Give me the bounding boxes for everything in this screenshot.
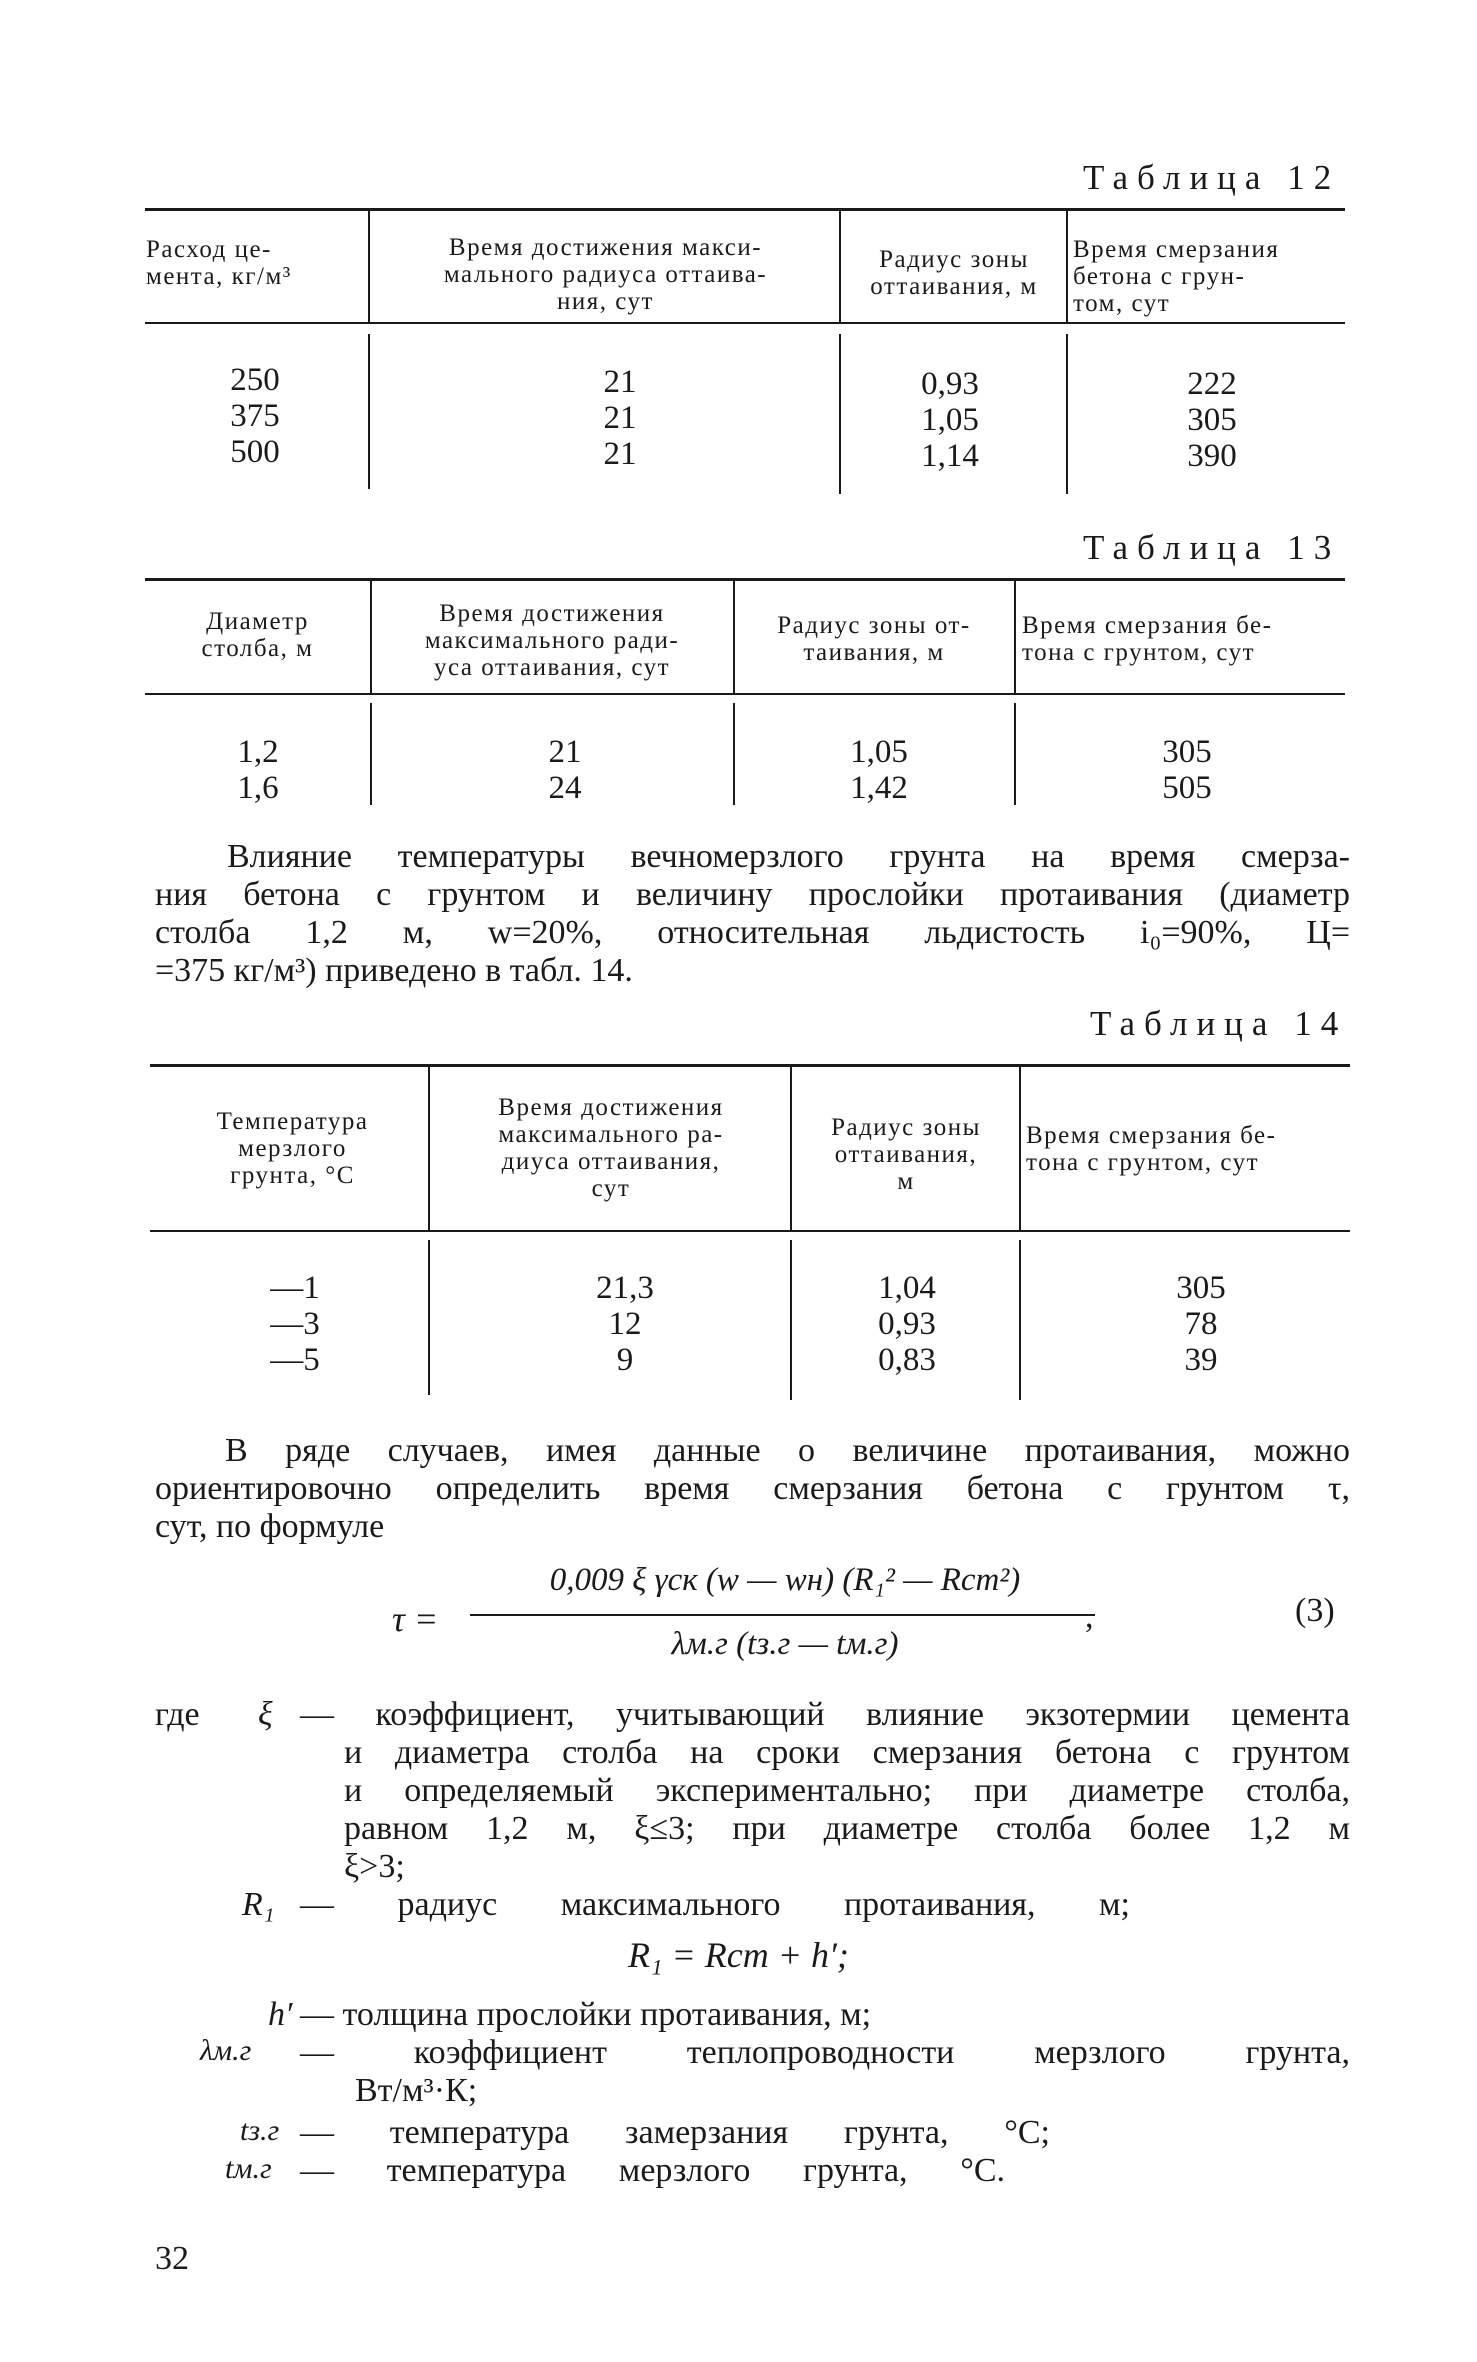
table-cell: 39 (1184, 1342, 1218, 1378)
table-13-col-freeze (1122, 734, 1252, 806)
table-12-header-cement: Расход це- мента, кг/м³ (146, 236, 292, 290)
table-14-header-time: Время достижения максимального ра- диуса оттаивания, сут (498, 1094, 724, 1202)
table-cell: 305 (1187, 402, 1237, 438)
text-line: столба 1,2 м, w=20%, относительная льдистость i₀=90%, Ц= (155, 914, 1350, 951)
table-cell: —5 (270, 1342, 320, 1378)
table-cell: 505 (1162, 770, 1212, 806)
text-line: В ряде случаев, имея данные о величине протаивания, можно (225, 1432, 1350, 1469)
page-number: 32 (155, 2240, 189, 2277)
text-line: ния бетона с грунтом и величину прослойки протаивания (диаметр (155, 876, 1350, 913)
def-h-symbol: h′ (268, 1996, 293, 2033)
table-13-header-diameter: Диаметр столба, м (201, 608, 314, 662)
table-13-col-time (500, 734, 630, 806)
text-line: ξ>3; (344, 1848, 405, 1885)
text-line: и диаметра столба на сроки смерзания бетона с грунтом (344, 1734, 1350, 1771)
formula-fraction-bar (470, 1614, 1095, 1616)
formula-comma: , (1085, 1598, 1094, 1635)
def-xi-text (300, 1696, 1350, 1886)
table-12-col-cement (190, 362, 320, 470)
table-cell: 78 (1184, 1306, 1218, 1342)
table-14-col-freeze (1136, 1270, 1266, 1378)
table-13-mid-rule (145, 693, 1345, 695)
table-cell: 21 (603, 400, 637, 436)
table-12-header-freeze: Время смерзания бетона с грун- том, сут (1073, 236, 1280, 317)
table-cell: 305 (1176, 1270, 1226, 1306)
table-14-col-time (560, 1270, 690, 1378)
table-14-top-rule (150, 1064, 1350, 1067)
table-14-mid-rule (150, 1230, 1350, 1232)
table-cell: 1,2 (237, 734, 279, 770)
table-cell: —1 (270, 1270, 320, 1306)
table-cell: 21 (603, 436, 637, 472)
table-12-header-time: Время достижения макси- мального радиуса оттаива- ния, сут (443, 234, 768, 315)
table-12-col-freeze (1147, 366, 1277, 474)
def-h-text: — толщина прослойки протаивания, м; (300, 1996, 872, 2033)
table-cell: 21 (548, 734, 582, 770)
table-14-header-freeze: Время смерзания бе- тона с грунтом, сут (1026, 1122, 1277, 1176)
table-cell: 1,14 (921, 438, 979, 474)
table-cell: 1,05 (921, 402, 979, 438)
formula-numerator: 0,009 ξ γск (w — wн) (R₁² — Rст²) (549, 1562, 1021, 1598)
def-lambda-symbol: λм.г (200, 2034, 252, 2067)
table-cell: 9 (616, 1342, 634, 1378)
table-cell: 500 (230, 434, 280, 470)
table-cell: 0,93 (878, 1306, 936, 1342)
table-12-header-radius: Радиус зоны оттаивания, м (870, 246, 1038, 300)
def-tmg-symbol: tм.г (225, 2152, 272, 2185)
table-13-col-radius (814, 734, 944, 806)
def-tzg-symbol: tз.г (240, 2114, 280, 2147)
table-cell: 390 (1187, 438, 1237, 474)
table-cell: 222 (1187, 366, 1237, 402)
table-cell: 12 (608, 1306, 642, 1342)
table-12-col-time (555, 364, 685, 472)
table-cell: 24 (548, 770, 582, 806)
table-cell: 21 (603, 364, 637, 400)
def-r1-formula: R₁ = Rст + h′; (628, 1935, 849, 1975)
table-cell: 375 (230, 398, 280, 434)
table-14-header-radius: Радиус зоны оттаивания, м (831, 1114, 981, 1195)
formula-number: (3) (1295, 1592, 1335, 1629)
table-cell: 0,93 (921, 366, 979, 402)
paragraph-formula-intro (155, 1432, 1350, 1546)
table-cell: 305 (1162, 734, 1212, 770)
table-12-top-rule (145, 208, 1345, 211)
table-14-header-temperature: Температура мерзлого грунта, °С (216, 1108, 369, 1189)
table-14-caption: Таблица 14 (1090, 1004, 1348, 1043)
table-13-caption: Таблица 13 (1083, 528, 1341, 567)
def-tzg-text: — температура замерзания грунта, °С; (300, 2114, 1050, 2151)
formula-lhs: τ = (392, 1599, 439, 1639)
def-xi-symbol: ξ (258, 1696, 273, 1733)
text-line: и определяемый экспериментально; при диаметре столба, (344, 1772, 1350, 1809)
table-14-col-radius (842, 1270, 972, 1378)
definitions-where: где (155, 1696, 200, 1733)
text-line: Влияние температуры вечномерзлого грунта на время смерза- (227, 838, 1350, 875)
table-cell: 1,05 (850, 734, 908, 770)
table-cell: 0,83 (878, 1342, 936, 1378)
text-line: =375 кг/м³) приведено в табл. 14. (155, 952, 633, 989)
def-r1-symbol: R₁ (242, 1886, 275, 1923)
def-r1-text: — радиус максимального протаивания, м; (300, 1886, 1130, 1923)
table-12-caption: Таблица 12 (1083, 158, 1341, 197)
text-line: равном 1,2 м, ξ≤3; при диаметре столба более 1,2 м (344, 1810, 1350, 1847)
table-14-col-temperature (230, 1270, 360, 1378)
formula-denominator: λм.г (tз.г — tм.г) (671, 1626, 899, 1662)
table-13-header-freeze: Время смерзания бе- тона с грунтом, сут (1022, 612, 1273, 666)
def-lambda-text: — коэффициент теплопроводности мерзлого грунта, (300, 2034, 1350, 2071)
def-tmg-text: — температура мерзлого грунта, °С. (300, 2152, 1005, 2189)
table-13-header-time: Время достижения максимального ради- уса оттаивания, сут (424, 600, 680, 681)
table-cell: 1,04 (878, 1270, 936, 1306)
paragraph-table14-intro (155, 838, 1350, 990)
text-line: сут, по формуле (155, 1508, 385, 1545)
table-13-top-rule (145, 578, 1345, 581)
table-12-mid-rule (145, 322, 1345, 324)
text-line: — коэффициент, учитывающий влияние экзотермии цемента (300, 1696, 1350, 1733)
table-cell: 21,3 (596, 1270, 654, 1306)
table-13-col-diameter (193, 734, 323, 806)
table-cell: 1,6 (237, 770, 279, 806)
table-cell: 1,42 (850, 770, 908, 806)
table-cell: 250 (230, 362, 280, 398)
text-line: ориентировочно определить время смерзания бетона с грунтом τ, (155, 1470, 1350, 1507)
def-lambda-unit: Вт/м³·К; (355, 2072, 478, 2109)
table-cell: —3 (270, 1306, 320, 1342)
table-12-col-radius (885, 366, 1015, 474)
table-13-header-radius: Радиус зоны от- таивания, м (777, 612, 971, 666)
